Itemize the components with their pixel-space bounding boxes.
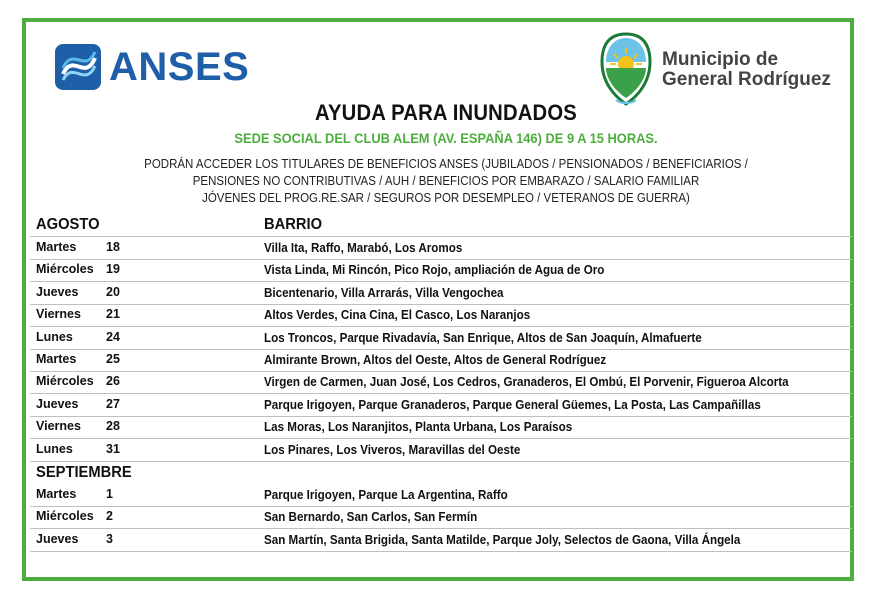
row-day: Martes <box>36 487 77 501</box>
row-date: 3 <box>106 532 113 546</box>
row-barrio: San Bernardo, San Carlos, San Fermín <box>264 510 478 524</box>
municipio-logo <box>598 32 831 108</box>
table-row <box>30 417 852 439</box>
note-line: JÓVENES DEL PROG.RE.SAR / SEGUROS POR DESEMPLEO / VETERANOS DE GUERRA) <box>202 191 690 205</box>
row-barrio: San Martín, Santa Brigida, Santa Matilde, Parque Joly, Selectos de Gaona, Villa Ángela <box>264 533 741 547</box>
row-date: 19 <box>106 262 120 276</box>
row-day: Martes <box>36 240 77 254</box>
table-row <box>30 305 852 327</box>
table-row <box>30 485 852 507</box>
table-row <box>30 530 852 552</box>
row-date: 26 <box>106 374 120 388</box>
table-row <box>30 440 852 462</box>
row-barrio: Virgen de Carmen, Juan José, Los Cedros, Granaderos, El Ombú, El Porvenir, Figueroa Alcorta <box>264 375 789 389</box>
municipio-line2: General Rodríguez <box>662 69 831 90</box>
row-day: Jueves <box>36 285 79 299</box>
row-barrio: Almirante Brown, Altos del Oeste, Altos de General Rodríguez <box>264 353 607 367</box>
row-day: Viernes <box>36 307 81 321</box>
table-row <box>30 328 852 350</box>
row-day: Lunes <box>36 330 73 344</box>
table-row <box>30 260 852 282</box>
note-line: PENSIONES NO CONTRIBUTIVAS / AUH / BENEFICIOS POR EMBARAZO / SALARIO FAMILIAR <box>192 174 700 188</box>
row-barrio: Vista Linda, Mi Rincón, Pico Rojo, ampliación de Agua de Oro <box>264 263 605 277</box>
row-day: Lunes <box>36 442 73 456</box>
barrio-header: BARRIO <box>264 216 323 233</box>
row-day: Martes <box>36 352 77 366</box>
table-row <box>30 507 852 529</box>
table-row <box>30 350 852 372</box>
row-barrio: Los Pinares, Los Viveros, Maravillas del Oeste <box>264 443 521 457</box>
eligibility-note <box>36 156 857 207</box>
table-row <box>30 283 852 305</box>
table-row <box>30 238 852 260</box>
anses-logo <box>55 44 249 90</box>
row-day: Jueves <box>36 397 79 411</box>
page-title: AYUDA PARA INUNDADOS <box>315 100 577 125</box>
row-date: 25 <box>106 352 120 366</box>
row-date: 21 <box>106 307 120 321</box>
row-barrio: Villa Ita, Raffo, Marabó, Los Aromos <box>264 241 463 255</box>
row-day: Viernes <box>36 419 81 433</box>
table-row <box>30 395 852 417</box>
row-barrio: Los Troncos, Parque Rivadavía, San Enrique, Altos de San Joaquín, Almafuerte <box>264 331 702 345</box>
table-row <box>30 372 852 394</box>
page-subtitle: SEDE SOCIAL DEL CLUB ALEM (AV. ESPAÑA 146) DE 9 A 15 HORAS. <box>234 130 658 146</box>
anses-wordmark: ANSES <box>109 45 250 89</box>
row-date: 20 <box>106 285 120 299</box>
municipio-line1: Municipio de <box>662 49 779 70</box>
row-date: 18 <box>106 240 120 254</box>
month-header-septiembre: SEPTIEMBRE <box>36 464 132 481</box>
anses-logo-icon <box>55 44 101 90</box>
row-barrio: Parque Irigoyen, Parque La Argentina, Raffo <box>264 488 508 502</box>
row-day: Miércoles <box>36 509 94 523</box>
row-date: 24 <box>106 330 120 344</box>
header-divider <box>30 236 852 237</box>
row-date: 2 <box>106 509 113 523</box>
row-date: 28 <box>106 419 120 433</box>
row-day: Jueves <box>36 532 79 546</box>
row-barrio: Las Moras, Los Naranjitos, Planta Urbana, Los Paraísos <box>264 420 573 434</box>
row-barrio: Parque Irigoyen, Parque Granaderos, Parque General Güemes, La Posta, Las Campañillas <box>264 398 761 412</box>
note-line: PODRÁN ACCEDER LOS TITULARES DE BENEFICIOS ANSES (JUBILADOS / PENSIONADOS / BENEFICIARIOS / <box>144 157 748 171</box>
row-date: 31 <box>106 442 120 456</box>
row-date: 1 <box>106 487 113 501</box>
row-date: 27 <box>106 397 120 411</box>
row-barrio: Bicentenario, Villa Arrarás, Villa Vengochea <box>264 286 504 300</box>
row-day: Miércoles <box>36 374 94 388</box>
month-header-agosto: AGOSTO <box>36 216 100 233</box>
row-day: Miércoles <box>36 262 94 276</box>
municipio-shield-icon <box>598 32 654 108</box>
row-barrio: Altos Verdes, Cina Cina, El Casco, Los Naranjos <box>264 308 531 322</box>
